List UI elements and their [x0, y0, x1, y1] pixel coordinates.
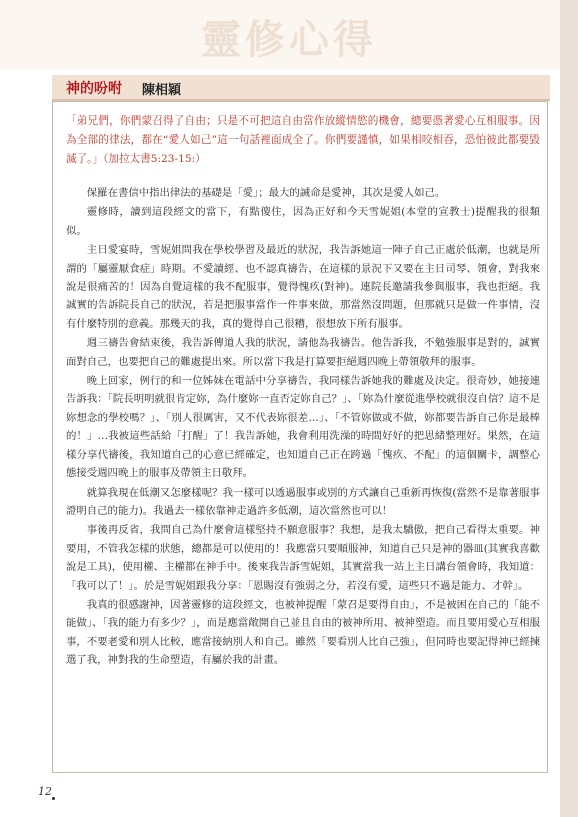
paragraph: 週三禱告會結束後，我告訴傳道人我的狀況，請他為我禱告。他告訴我，不勉強服事是對的，誠實面對自己，也要把自己的難處提出來。所以當下我是打算要拒絕週四晚上帶領敬拜的服事。 — [66, 337, 540, 368]
section-header-bar — [52, 75, 550, 101]
page-marker-dot — [52, 797, 55, 800]
section-label: 神的吩咐 — [66, 81, 122, 97]
paragraph: 我真的很感謝神，因著靈修的這段經文，也被神提醒「蒙召是要得自由」，不是被困在自己的「能不能做」、「我的能力有多少？」，而是應當敞開自己並且自由的被神所用、被神塑造。而且要用愛心互相服事，不要老愛和別人比較，應當接納別人和自己。雖然「要看別人比自己強」，但同時也要記得神已經揀選了我，神對我的生命塑造，有屬於我的計畫。 — [66, 598, 540, 667]
article-body — [66, 184, 540, 671]
page-title: 靈修心得 — [201, 16, 377, 63]
scripture-quote: 「弟兄們，你們蒙召得了自由；只是不可把這自由當作放縱情慾的機會，總要憑著愛心互相服事。因為全部的律法，都在“愛人如己”這一句話裡面成全了。你們要謹慎，如果相咬相吞，恐怕彼此都要毀滅了。」（加拉太書5:23-15:） — [66, 115, 540, 165]
paragraph: 就算我現在低潮又怎麼樣呢？我一樣可以透過服事或別的方式讓自己重新再恢復(當然不是靠著服事證明自己的能力)。我過去一樣依靠神走過許多低潮，這次當然也可以！ — [66, 486, 540, 517]
page-number: 12 — [38, 785, 52, 798]
paragraph: 主日愛宴時，雪妮姐問我在學校學習及最近的狀況，我告訴她這一陣子自己正處於低潮，也就是所謂的「屬靈厭食症」時期。不愛讀經、也不認真禱告，在這樣的景況下又要在主日司琴、領會，對我來說是很痛苦的！因為自覺這樣的我不配服事，覺得愧疚(對神)。連院長邀請我參與服事，我也拒絕。我誠實的告訴院長自己的狀況，若是把服事當作一件事來做，那當然沒問題，但那就只是做一件事情，沒有什麼特別的意義。那幾天的我，真的覺得自己很糟，很想放下所有服事。 — [66, 244, 540, 330]
paragraph: 保羅在書信中指出律法的基礎是「愛」；最大的誡命是愛神，其次是愛人如己。 — [86, 187, 446, 199]
right-edge-strip — [560, 0, 578, 817]
author-name: 陳相穎 — [142, 83, 182, 98]
paragraph: 事後再反省，我問自己為什麼會這樣堅持不願意服事？我想，是我太驕傲，把自己看得太重要。神要用，不管我怎樣的狀態，總都是可以使用的！我應當只要順服神，知道自己只是神的器皿(其實我喜歡說是工具)，使用權、主權都在神手中。後來我告訴雪妮姐，其實當我一站上主日講台領會時，我知道：「我可以了！」。於是雪妮姐跟我分享：「恩賜沒有強弱之分，若沒有愛，這些只不過是能力、才幹」。 — [66, 524, 540, 592]
paragraph: 晚上回家，例行的和一位姊妹在電話中分享禱告，我同樣告訴她我的難處及決定。很奇妙，她接連告訴我：「院長明明就很肯定妳，為什麼妳一直否定妳自己？」、「妳為什麼從進學校就很沒自信？這不是妳想念的學校嗎？」、「別人很厲害，又不代表妳很差…」、「不管妳做或不做，妳都要告訴自己你是最棒的！」…我被這些話給「打醒」了！我告訴她，我會利用洗澡的時間好好的把思緒整理好。果然，在這樣分享代禱後，我知道自己的心意已經確定，也知道自己正在跨過「愧疚、不配」的這個關卡，調整心態接受週四晚上的服事及帶領主日敬拜。 — [66, 375, 540, 480]
paragraph: 靈修時，讀到這段經文的當下，有點傻住，因為正好和今天雪妮姐(本堂的宣教士)提醒我的很類似。 — [66, 206, 540, 237]
